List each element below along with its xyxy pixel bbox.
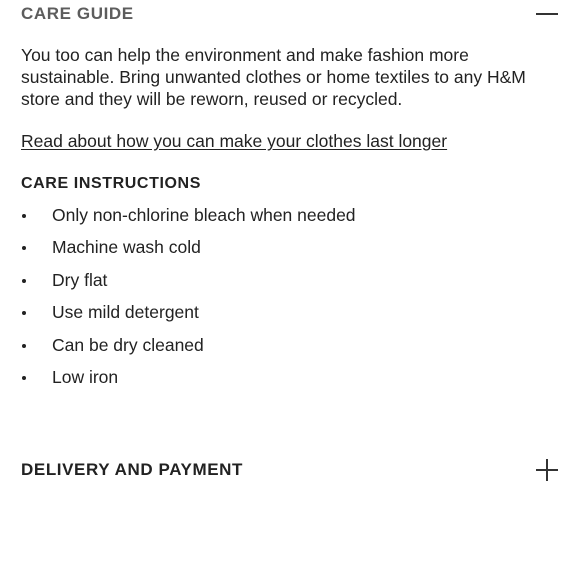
plus-icon[interactable] [536, 459, 558, 481]
care-guide-intro: You too can help the environment and make fashion more sustainable. Bring unwanted clothes or home textiles to any H&M store and they will be reworn, reused or recycled. [21, 45, 526, 109]
bullet-icon [22, 246, 26, 250]
bullet-icon [22, 376, 26, 380]
instruction-text: Low iron [52, 366, 119, 387]
instruction-text: Only non-chlorine bleach when needed [52, 205, 356, 225]
care-guide-title: CARE GUIDE [21, 4, 134, 23]
instruction-text: Machine wash cold [52, 237, 201, 258]
list-item [21, 300, 356, 332]
care-instructions-title: CARE INSTRUCTIONS [21, 175, 201, 192]
care-instructions-list [21, 203, 356, 397]
bullet-icon [22, 344, 26, 348]
minus-icon[interactable] [536, 3, 558, 25]
instruction-text: Can be dry cleaned [52, 334, 204, 355]
list-item [21, 333, 356, 365]
care-guide-header[interactable] [21, 3, 558, 25]
bullet-icon [22, 214, 26, 218]
list-item [21, 365, 356, 397]
bullet-icon [22, 279, 26, 283]
list-item [21, 203, 356, 235]
clothes-care-link[interactable]: Read about how you can make your clothes last longer [21, 131, 448, 151]
delivery-payment-title: DELIVERY AND PAYMENT [21, 460, 244, 479]
list-item [21, 235, 356, 267]
list-item [21, 268, 356, 300]
delivery-payment-header[interactable] [21, 458, 558, 482]
bullet-icon [22, 311, 26, 315]
instruction-text: Use mild detergent [52, 302, 199, 323]
instruction-text: Dry flat [52, 269, 108, 290]
